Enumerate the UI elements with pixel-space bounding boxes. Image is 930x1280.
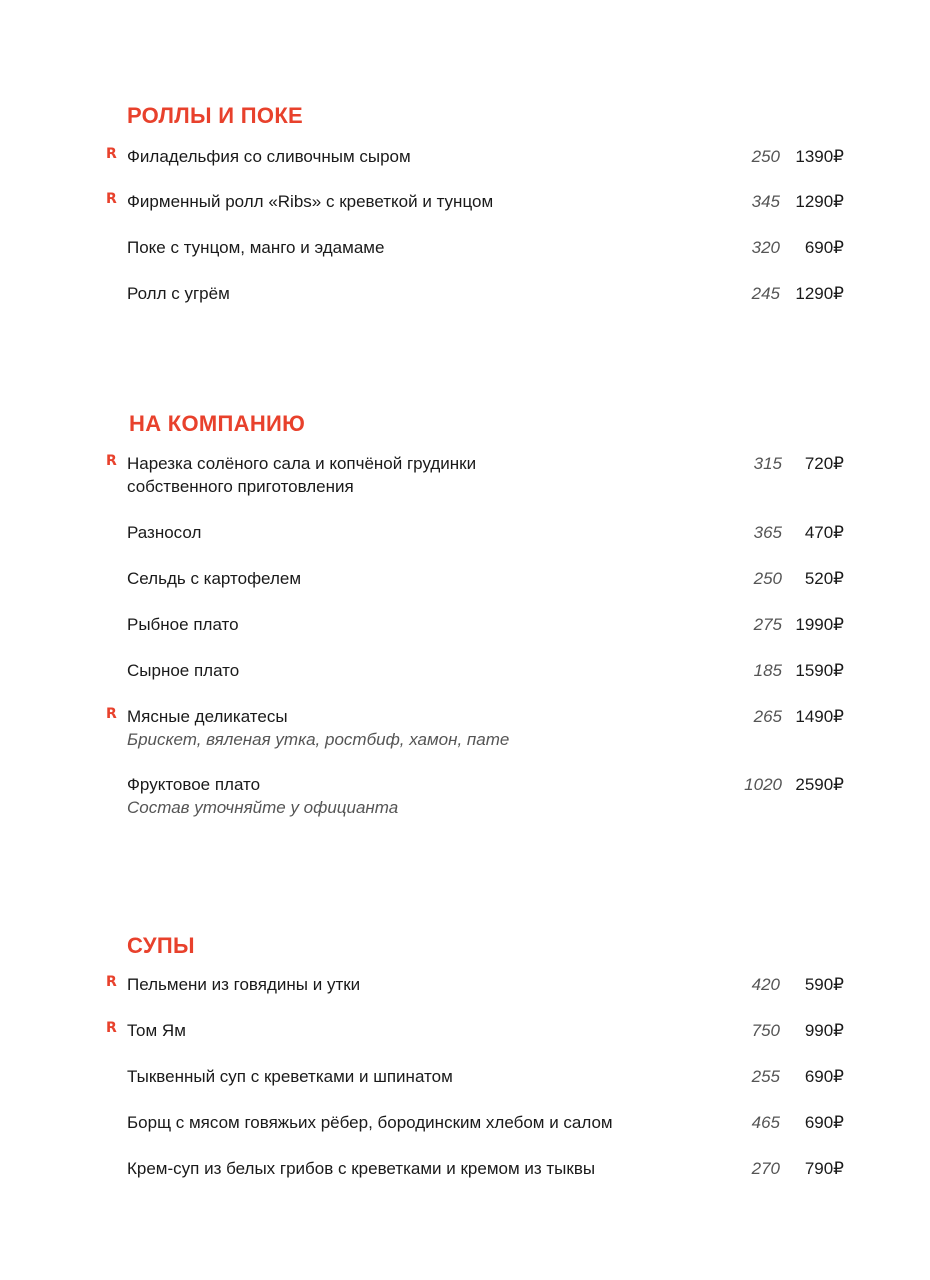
ribs-r-logo-icon: R	[106, 706, 117, 722]
item-price: 590₽	[804, 975, 844, 994]
item-weight: 420	[751, 975, 780, 994]
item-name: Борщ с мясом говяжьих рёбер, бородинским хлебом и салом	[127, 1113, 613, 1132]
item-name: Нарезка солёного сала и копчёной грудинки	[127, 454, 477, 473]
item-price: 1290₽	[795, 284, 844, 303]
item-price: 720₽	[804, 454, 844, 473]
item-name: Мясные деликатесы	[127, 707, 288, 726]
section-title: НА КОМПАНИЮ	[129, 411, 306, 436]
item-weight: 255	[751, 1067, 780, 1086]
item-price: 520₽	[804, 569, 844, 588]
item-weight: 265	[753, 707, 782, 726]
item-name: Рыбное плато	[127, 615, 239, 634]
item-name: Пельмени из говядины и утки	[127, 975, 361, 994]
item-weight: 345	[751, 192, 780, 211]
item-price: 690₽	[804, 1113, 844, 1132]
item-weight: 250	[751, 147, 780, 166]
item-name: Поке с тунцом, манго и эдамаме	[127, 238, 385, 257]
item-name: Разносол	[127, 523, 202, 542]
item-name: Фирменный ролл «Ribs» с креветкой и тунцом	[127, 192, 494, 211]
item-name: Сырное плато	[127, 661, 240, 680]
item-weight: 185	[753, 661, 782, 680]
item-price: 690₽	[804, 238, 844, 257]
item-name: Ролл с угрём	[127, 284, 230, 303]
item-price: 1390₽	[795, 147, 844, 166]
item-weight: 1020	[744, 775, 782, 794]
item-description: Брискет, вяленая утка, ростбиф, хамон, пате	[127, 730, 510, 749]
item-weight: 465	[751, 1113, 780, 1132]
item-weight: 275	[753, 615, 782, 634]
item-price: 1590₽	[795, 661, 844, 680]
item-weight: 750	[751, 1021, 780, 1040]
item-name: Фруктовое плато	[127, 775, 261, 794]
item-price: 470₽	[804, 523, 844, 542]
item-price: 990₽	[804, 1021, 844, 1040]
ribs-r-logo-icon: R	[106, 453, 117, 469]
item-price: 2590₽	[795, 775, 844, 794]
ribs-r-logo-icon: R	[106, 146, 117, 162]
item-weight: 250	[753, 569, 782, 588]
item-name: Тыквенный суп с креветками и шпинатом	[127, 1067, 453, 1086]
item-weight: 365	[753, 523, 782, 542]
item-weight: 270	[751, 1159, 780, 1178]
item-price: 790₽	[804, 1159, 844, 1178]
item-price: 1290₽	[795, 192, 844, 211]
section-title: СУПЫ	[127, 933, 195, 958]
item-name-continued: собственного приготовления	[127, 477, 354, 496]
item-price: 1990₽	[795, 615, 844, 634]
item-price: 690₽	[804, 1067, 844, 1086]
item-name: Том Ям	[127, 1021, 186, 1040]
item-name: Филадельфия со сливочным сыром	[127, 147, 411, 166]
item-description: Состав уточняйте у официанта	[127, 798, 399, 817]
item-name: Сельдь с картофелем	[127, 569, 302, 588]
item-weight: 315	[753, 454, 782, 473]
item-name: Крем-суп из белых грибов с креветками и кремом из тыквы	[127, 1159, 596, 1178]
ribs-r-logo-icon: R	[106, 191, 117, 207]
item-price: 1490₽	[795, 707, 844, 726]
ribs-r-logo-icon: R	[106, 1020, 117, 1036]
ribs-r-logo-icon: R	[106, 974, 117, 990]
section-title: РОЛЛЫ И ПОКЕ	[127, 103, 304, 128]
item-weight: 245	[751, 284, 780, 303]
item-weight: 320	[751, 238, 780, 257]
